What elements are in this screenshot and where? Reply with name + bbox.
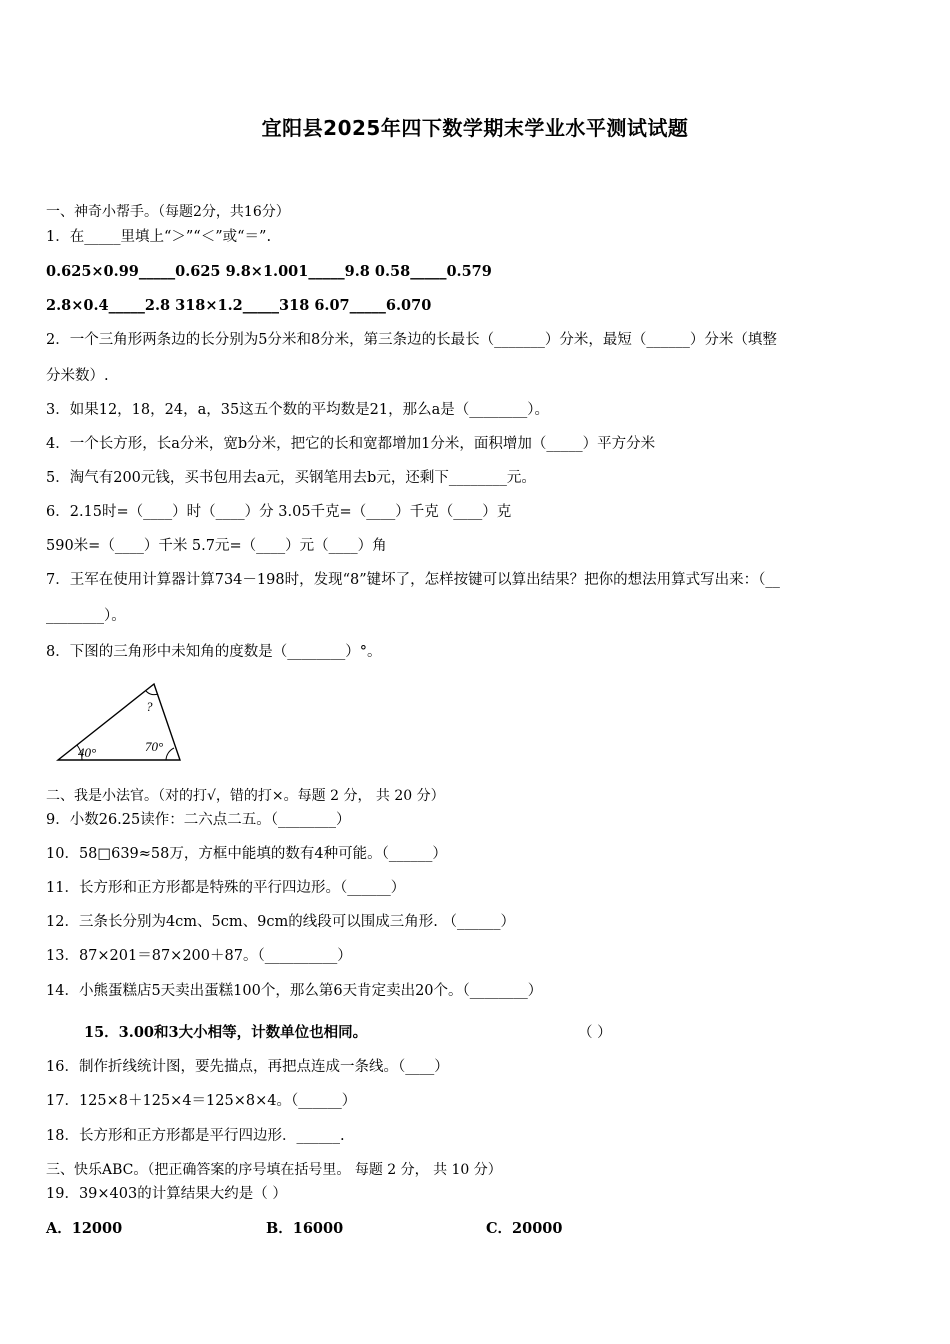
question-13: 13．87×201＝87×200＋87。（__________） [46,948,352,964]
question-11: 11．长方形和正方形都是特殊的平行四边形。（______） [46,880,406,896]
question-2-cont: 分米数）. [46,368,109,384]
question-6-row-b: 590米=（____）千米 5.7元=（____）元（____）角 [46,538,387,554]
question-4: 4．一个长方形，长a分米，宽b分米，把它的长和宽都增加1分米，面积增加（_____）平方分米 [46,436,656,452]
question-7: 7．王军在使用计算器计算734－198时，发现“8”键坏了，怎样按键可以算出结果？把你的想法用算式写出来：（__ [46,572,780,588]
question-15: 15．3.00和3大小相等，计数单位也相同。 [84,1024,368,1041]
section-1-heading: 一、神奇小帮手。（每题2分，共16分） [46,204,290,220]
angle-label-right: 70° [145,739,164,754]
question-9: 9．小数26.25读作：二六点二五。（________） [46,812,351,828]
question-1: 1．在_____里填上“＞”“＜”或“＝”. [46,229,272,245]
question-1-row-b: 2.8×0.4_____2.8 318×1.2_____318 6.07_____6.070 [46,297,432,314]
question-19: 19．39×403的计算结果大约是（ ） [46,1186,287,1202]
question-5: 5．淘气有200元钱，买书包用去a元，买钢笔用去b元，还剩下________元。 [46,470,536,486]
question-17: 17．125×8＋125×4＝125×8×4。（______） [46,1093,357,1109]
question-2: 2．一个三角形两条边的长分别为5分米和8分米，第三条边的长最长（_______）分米，最短（______）分米（填整 [46,332,777,348]
question-19-option-c: C．20000 [486,1220,563,1237]
question-10: 10．58□639≈58万，方框中能填的数有4种可能。（______） [46,846,447,862]
question-16: 16．制作折线统计图，要先描点，再把点连成一条线。（____） [46,1059,449,1075]
triangle-figure [52,678,187,768]
section-3-heading: 三、快乐ABC。（把正确答案的序号填在括号里。 每题 2 分， 共 10 分） [46,1162,502,1178]
question-6-row-a: 6．2.15时=（____）时（____）分 3.05千克=（____）千克（____）克 [46,504,512,520]
question-7-cont: ________）。 [46,608,126,624]
question-18: 18．长方形和正方形都是平行四边形．______. [46,1128,345,1144]
section-2-heading: 二、我是小法官。（对的打√，错的打×。每题 2 分， 共 20 分） [46,788,445,804]
question-19-option-a: A．12000 [46,1220,123,1237]
question-19-option-b: B．16000 [266,1220,344,1237]
angle-label-top: ? [146,699,153,714]
question-14: 14．小熊蛋糕店5天卖出蛋糕100个，那么第6天肯定卖出20个。（________） [46,983,543,999]
angle-label-left: 40° [78,745,97,760]
page-title: 宜阳县2025年四下数学期末学业水平测试试题 [261,116,689,140]
question-15-answer-paren: （ ） [578,1025,612,1041]
question-8: 8．下图的三角形中未知角的度数是（________）°。 [46,644,382,660]
question-3: 3．如果12，18，24，a，35这五个数的平均数是21，那么a是（________）。 [46,402,550,418]
question-12: 12．三条长分别为4cm、5cm、9cm的线段可以围成三角形. （______） [46,914,515,930]
angle-arc-right [166,748,174,760]
question-1-row-a: 0.625×0.99_____0.625 9.8×1.001_____9.8 0.58_____0.579 [46,263,492,280]
